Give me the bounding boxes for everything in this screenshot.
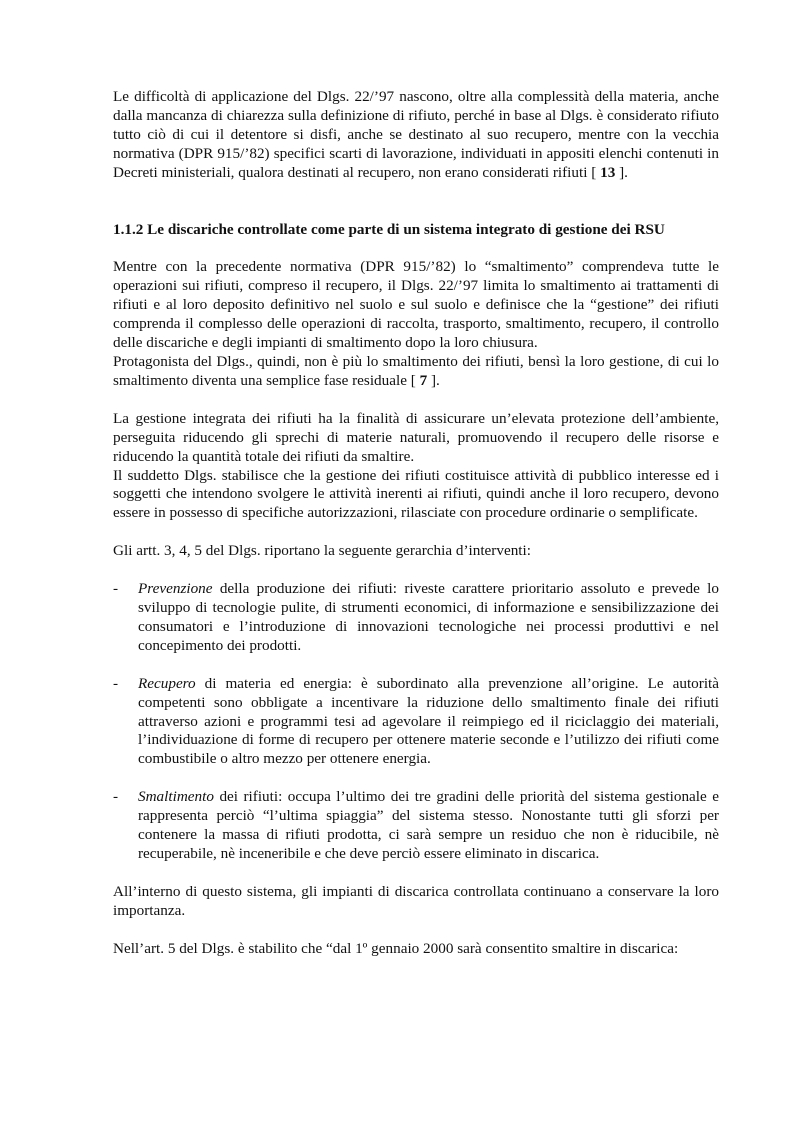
citation-ref: 13: [600, 163, 616, 181]
list-item: [113, 788, 719, 864]
list-item: [113, 580, 719, 656]
list-item-term: Recupero: [138, 674, 196, 692]
paragraph: La gestione integrata dei rifiuti ha la finalità di assicurare un’elevata protezione dell’ambiente, perseguita riducendo gli sprechi di materie naturali, promuovendo il recupero delle risorse e riducendo la quantità totale dei rifiuti da smaltire.: [113, 409, 719, 465]
section-heading: 1.1.2 Le discariche controllate come parte di un sistema integrato di gestione dei RSU: [113, 220, 665, 238]
paragraph: All’interno di questo sistema, gli impianti di discarica controllata continuano a conservare la loro importanza.: [113, 882, 719, 919]
list-item: [113, 675, 719, 770]
paragraph: Nell’art. 5 del Dlgs. è stabilito che “dal 1º gennaio 2000 sarà consentito smaltire in discarica:: [113, 939, 679, 957]
citation-ref: 7: [419, 371, 428, 389]
list-item-term: Smaltimento: [138, 788, 214, 806]
list-item-text: di materia ed energia: è subordinato alla prevenzione all’origine. Le autorità competenti sono obbligate a incentivare la riduzione dello smaltimento finale dei rifiuti attraverso azioni e programmi tesi ad agevolare il reimpiego ed il riciclaggio dei materiali, l’individuazione di forme di recupero per ottenere materie seconde e l’utilizzo dei rifiuti come combustibile o altro mezzo per ottenere energia.: [138, 674, 719, 768]
paragraph: Gli artt. 3, 4, 5 del Dlgs. riportano la seguente gerarchia d’interventi:: [113, 542, 531, 560]
intro-paragraph: Le difficoltà di applicazione del Dlgs. 22/’97 nascono, oltre alla complessità della materia, anche dalla mancanza di chiarezza sulla definizione di rifiuto, perché in base al Dlgs. è considerato rifiuto tutto ciò di cui il detentore si disfi, anche se destinato al suo recupero, mentre con la vecchia normativa (DPR 915/’82) specifici scarti di lavorazione, individuati in appositi elenchi contenuti in Decreti ministeriali, qualora destinati al recupero, non erano considerati rifiuti [ 13 ].: [113, 88, 719, 181]
document-page: [113, 88, 719, 959]
list-item-text: dei rifiuti: occupa l’ultimo dei tre gradini delle priorità del sistema gestionale e rappresenta perciò “l’ultima spiaggia” del sistema stesso. Nonostante tutti gli sforzi per contenere la massa di rifiuti prodotta, ci sarà sempre un residuo che non è riducibile, nè recuperabile, nè inceneribile e che deve perciò essere eliminato in discarica.: [138, 788, 719, 862]
list-dash: -: [113, 788, 119, 806]
paragraph: Protagonista del Dlgs., quindi, non è più lo smaltimento dei rifiuti, bensì la loro gestione, di cui lo smaltimento diventa una semplice fase residuale [ 7 ].: [113, 352, 719, 389]
paragraph: Mentre con la precedente normativa (DPR 915/’82) lo “smaltimento” comprendeva tutte le operazioni sui rifiuti, compreso il recupero, il Dlgs. 22/’97 limita lo smaltimento ai trattamenti di rifiuti e al loro deposito definitivo nel suolo e sul suolo e definisce che la “gestione” dei rifiuti comprenda il complesso delle operazioni di raccolta, trasporto, smaltimento, recupero, il controllo delle discariche e degli impianti di smaltimento dopo la loro chiusura.: [113, 258, 719, 352]
list-item-text: della produzione dei rifiuti: riveste carattere prioritario assoluto e prevede lo sviluppo di tecnologie pulite, di strumenti economici, di informazione e sensibilizzazione dei consumatori e l’introduzione di innovazioni tecnologiche nei processi produttivi e nel concepimento dei prodotti.: [138, 580, 719, 654]
paragraph: Il suddetto Dlgs. stabilisce che la gestione dei rifiuti costituisce attività di pubblico interesse ed i soggetti che intendono svolgere le attività inerenti ai rifiuti, quindi anche il loro recupero, devono essere in possesso di specifiche autorizzazioni, rilasciate con procedure ordinarie o semplificate.: [113, 466, 719, 522]
list-dash: -: [113, 580, 119, 598]
list-dash: -: [113, 674, 119, 692]
list-item-term: Prevenzione: [138, 580, 213, 598]
